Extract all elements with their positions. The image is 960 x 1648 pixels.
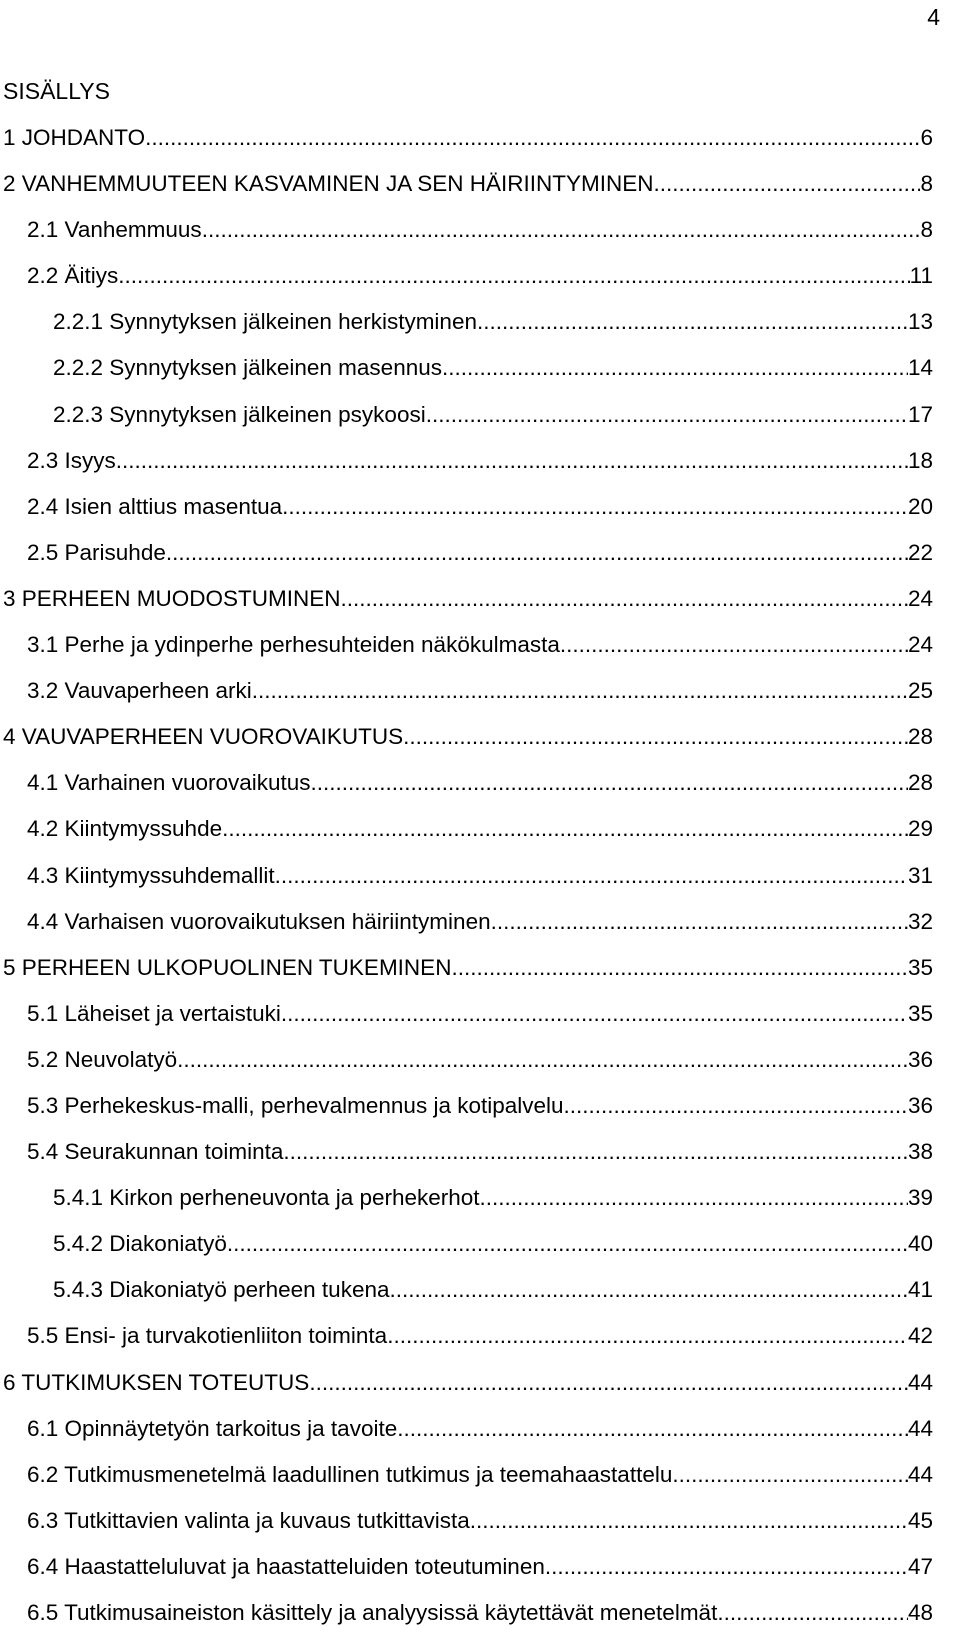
toc-entry[interactable] — [3, 169, 933, 215]
toc-entry-row — [27, 1414, 933, 1444]
dot-leader — [227, 1229, 908, 1259]
toc-entry-page-number: 11 — [909, 263, 933, 289]
toc-entry-row — [27, 492, 933, 522]
toc-entry-label: 6.3 Tutkittavien valinta ja kuvaus tutkittavista — [27, 1507, 470, 1533]
toc-entry-page-number: 44 — [907, 1369, 933, 1395]
toc-entry[interactable] — [3, 584, 933, 630]
toc-entry-label: 6.5 Tutkimusaineiston käsittely ja analyysissä käytettävät menetelmät — [27, 1600, 718, 1625]
dot-leader — [118, 261, 909, 291]
dot-leader — [451, 953, 908, 983]
toc-entry[interactable] — [27, 1552, 933, 1598]
dot-leader — [166, 538, 908, 568]
toc-entry[interactable] — [53, 307, 933, 353]
dot-leader — [341, 584, 908, 614]
toc-entry-page-number: 14 — [907, 355, 933, 381]
toc-entry-label: 4.1 Varhainen vuorovaikutus — [27, 770, 311, 796]
toc-entry-page-number: 17 — [907, 401, 933, 427]
toc-entry-row — [3, 722, 933, 752]
toc-entry-page-number: 42 — [907, 1323, 933, 1349]
toc-entry-page-number: 25 — [907, 678, 933, 704]
toc-entry-row — [27, 768, 933, 798]
toc-entry-page-number: 47 — [907, 1553, 933, 1579]
toc-entry[interactable] — [3, 953, 933, 999]
toc-entry-label: 2.1 Vanhemmuus — [27, 217, 202, 243]
toc-entry-row — [27, 1460, 933, 1490]
dot-leader — [470, 1506, 908, 1536]
toc-entry-page-number: 36 — [907, 1092, 933, 1118]
toc-entry[interactable] — [53, 400, 933, 446]
toc-entry-row — [27, 1045, 933, 1075]
toc-entry-row — [27, 446, 933, 476]
toc-entry-page-number: 8 — [920, 217, 933, 243]
toc-entry[interactable] — [27, 999, 933, 1045]
toc-entry[interactable] — [53, 1275, 933, 1321]
toc-entry-page-number: 13 — [907, 309, 933, 335]
toc-entry-row — [27, 907, 933, 937]
dot-leader — [426, 400, 908, 430]
toc-entry[interactable] — [27, 1506, 933, 1552]
toc-entry-row — [3, 169, 933, 199]
toc-entry[interactable] — [27, 814, 933, 860]
toc-entry-label: 4 VAUVAPERHEEN VUOROVAIKUTUS — [3, 724, 404, 750]
toc-entry-row — [27, 1137, 933, 1167]
toc-entry[interactable] — [27, 676, 933, 722]
toc-entry-row — [3, 953, 933, 983]
toc-entry[interactable] — [27, 768, 933, 814]
toc-entry[interactable] — [27, 261, 933, 307]
toc-entry-label: 3.2 Vauvaperheen arki — [27, 678, 252, 704]
toc-entry-page-number: 39 — [907, 1185, 933, 1211]
dot-leader — [390, 1275, 908, 1305]
toc-entry-label: 4.2 Kiintymyssuhde — [27, 816, 223, 842]
dot-leader — [403, 722, 908, 752]
dot-leader — [282, 492, 908, 522]
toc-entry-row — [27, 1598, 933, 1628]
toc-entry-page-number: 45 — [907, 1507, 933, 1533]
toc-entry-label: 2 VANHEMMUUTEEN KASVAMINEN JA SEN HÄIRIINTYMINEN — [3, 171, 654, 197]
dot-leader — [283, 1137, 908, 1167]
toc-entry-label: 3.1 Perhe ja ydinperhe perhesuhteiden näkökulmasta — [27, 632, 560, 658]
dot-leader — [442, 353, 908, 383]
toc-entry[interactable] — [27, 1137, 933, 1183]
toc-entry-page-number: 6 — [920, 125, 933, 150]
toc-entry-label: 4.3 Kiintymyssuhdemallit — [27, 862, 275, 888]
toc-entry-label: 6.1 Opinnäytetyön tarkoitus ja tavoite — [27, 1415, 398, 1441]
toc-entry-label: 2.4 Isien alttius masentua — [27, 493, 283, 519]
toc-entry-row — [27, 538, 933, 568]
toc-entry-label: 1 JOHDANTO — [3, 125, 146, 150]
toc-entry-label: 5.5 Ensi- ja turvakotienliiton toiminta — [27, 1323, 388, 1349]
toc-entry-label: 5 PERHEEN ULKOPUOLINEN TUKEMINEN — [3, 954, 452, 980]
toc-entry-row — [27, 676, 933, 706]
toc-entry-page-number: 35 — [907, 1000, 933, 1026]
dot-leader — [672, 1460, 908, 1490]
dot-leader — [654, 169, 921, 199]
toc-entry[interactable] — [27, 1460, 933, 1506]
dot-leader — [281, 999, 908, 1029]
toc-entry[interactable] — [27, 1598, 933, 1644]
toc-entry-label: 5.4.2 Diakoniatyö — [53, 1231, 227, 1257]
toc-entry-row — [53, 1275, 933, 1305]
toc-entry[interactable] — [27, 907, 933, 953]
toc-entry[interactable] — [27, 492, 933, 538]
toc-entry-page-number: 20 — [907, 493, 933, 519]
dot-leader — [309, 1368, 908, 1398]
dot-leader — [564, 1091, 908, 1121]
toc-entry-page-number: 36 — [907, 1046, 933, 1072]
toc-entry-page-number: 32 — [907, 908, 933, 934]
toc-entry-row — [27, 215, 933, 245]
toc-entry[interactable] — [27, 861, 933, 907]
toc-entry[interactable] — [53, 1229, 933, 1275]
dot-leader — [177, 1045, 908, 1075]
toc-entry-page-number: 24 — [907, 632, 933, 658]
toc-entry-label: 2.5 Parisuhde — [27, 539, 166, 565]
toc-entry[interactable] — [3, 722, 933, 768]
dot-leader — [397, 1414, 908, 1444]
toc-entry-label: 5.4 Seurakunnan toiminta — [27, 1139, 284, 1165]
toc-entry-label: 2.3 Isyys — [27, 447, 116, 473]
toc-entry-row — [27, 630, 933, 660]
dot-leader — [311, 768, 908, 798]
toc-entry-label: 6.4 Haastatteluluvat ja haastatteluiden toteutuminen — [27, 1553, 545, 1579]
table-of-contents — [0, 123, 960, 1644]
dot-leader — [252, 676, 908, 706]
dot-leader — [717, 1598, 908, 1628]
toc-entry-row — [53, 307, 933, 337]
toc-entry[interactable] — [27, 630, 933, 676]
toc-entry-page-number: 44 — [907, 1415, 933, 1441]
toc-entry-row — [53, 353, 933, 383]
dot-leader — [202, 215, 921, 245]
toc-entry[interactable] — [27, 538, 933, 584]
toc-entry-row — [53, 400, 933, 430]
toc-entry-page-number: 28 — [907, 724, 933, 750]
toc-entry-label: 5.3 Perhekeskus-malli, perhevalmennus ja kotipalvelu — [27, 1092, 564, 1118]
toc-entry-label: 2.2.1 Synnytyksen jälkeinen herkistyminen — [53, 309, 477, 335]
dot-leader — [275, 861, 908, 891]
toc-entry-label: 5.4.1 Kirkon perheneuvonta ja perhekerhot — [53, 1185, 480, 1211]
toc-entry[interactable] — [53, 1183, 933, 1229]
toc-entry-label: 5.1 Läheiset ja vertaistuki — [27, 1000, 281, 1026]
toc-entry-row — [27, 814, 933, 844]
dot-leader — [491, 907, 908, 937]
toc-entry-label: 6 TUTKIMUKSEN TOTEUTUS — [3, 1369, 310, 1395]
toc-entry[interactable] — [3, 1368, 933, 1414]
toc-entry[interactable] — [27, 215, 933, 261]
toc-entry[interactable] — [27, 1091, 933, 1137]
toc-entry-label: 6.2 Tutkimusmenetelmä laadullinen tutkimus ja teemahaastattelu — [27, 1461, 673, 1487]
toc-title: SISÄLLYS — [3, 78, 110, 104]
toc-entry-page-number: 40 — [907, 1231, 933, 1257]
toc-entry-row — [27, 861, 933, 891]
toc-entry-row — [27, 1321, 933, 1351]
toc-entry-label: 5.2 Neuvolatyö — [27, 1046, 178, 1072]
dot-leader — [545, 1552, 908, 1582]
dot-leader — [480, 1183, 908, 1213]
toc-entry[interactable] — [3, 123, 933, 169]
toc-entry-label: 2.2.2 Synnytyksen jälkeinen masennus — [53, 355, 442, 381]
toc-entry-page-number: 18 — [907, 447, 933, 473]
toc-entry-row — [3, 584, 933, 614]
toc-entry[interactable] — [27, 1414, 933, 1460]
dot-leader — [145, 123, 920, 153]
toc-entry[interactable] — [27, 446, 933, 492]
dot-leader — [477, 307, 908, 337]
toc-entry-page-number: 22 — [907, 539, 933, 565]
dot-leader — [387, 1321, 908, 1351]
toc-entry-label: 2.2.3 Synnytyksen jälkeinen psykoosi — [53, 401, 426, 427]
toc-entry[interactable] — [27, 1321, 933, 1367]
toc-entry-page-number: 29 — [907, 816, 933, 842]
toc-entry-row — [27, 1506, 933, 1536]
toc-entry-row — [3, 1368, 933, 1398]
toc-entry-row — [27, 1091, 933, 1121]
toc-entry-row — [53, 1229, 933, 1259]
toc-entry-page-number: 24 — [907, 585, 933, 611]
toc-entry-page-number: 8 — [920, 171, 933, 197]
toc-entry-page-number: 41 — [907, 1277, 933, 1303]
dot-leader — [560, 630, 908, 660]
toc-entry-page-number: 31 — [907, 862, 933, 888]
toc-entry[interactable] — [53, 353, 933, 399]
toc-entry-row — [3, 123, 933, 153]
toc-entry-label: 2.2 Äitiys — [27, 263, 119, 289]
toc-entry-page-number: 48 — [907, 1600, 933, 1625]
toc-entry-label: 5.4.3 Diakoniatyö perheen tukena — [53, 1277, 390, 1303]
page-number: 4 — [927, 4, 940, 30]
dot-leader — [116, 446, 908, 476]
toc-entry-page-number: 38 — [907, 1139, 933, 1165]
toc-entry-row — [27, 261, 933, 291]
toc-entry-row — [27, 1552, 933, 1582]
toc-entry-row — [53, 1183, 933, 1213]
toc-entry-row — [27, 999, 933, 1029]
toc-entry-page-number: 44 — [907, 1461, 933, 1487]
toc-entry-label: 3 PERHEEN MUODOSTUMINEN — [3, 585, 341, 611]
toc-entry-page-number: 28 — [907, 770, 933, 796]
dot-leader — [222, 814, 908, 844]
toc-entry[interactable] — [27, 1045, 933, 1091]
toc-entry-label: 4.4 Varhaisen vuorovaikutuksen häiriintyminen — [27, 908, 491, 934]
toc-entry-page-number: 35 — [907, 954, 933, 980]
